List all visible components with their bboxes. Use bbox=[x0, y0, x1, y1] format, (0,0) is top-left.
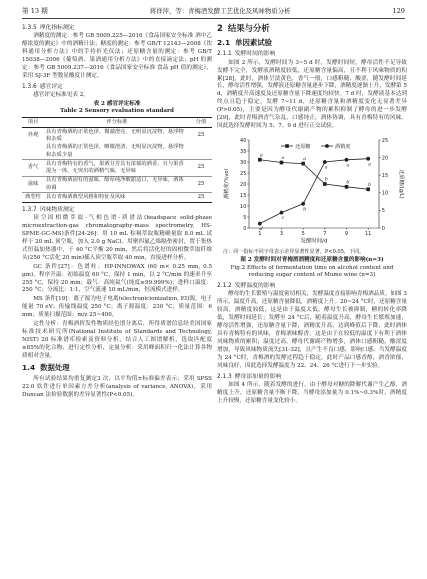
table-row bbox=[22, 176, 212, 192]
section-number: 2.1.1 bbox=[217, 51, 232, 58]
paragraph: 所有试验结果均重复测定3 次，以平均值±标准偏差表示；采用 SPSS 22.0 软件进行单因素方差分析(analysis of variance, ANOVA)，采用 Duncan 法检验数据的差异显著性(P<0.05)。 bbox=[22, 375, 212, 398]
paragraph: 定性分析：青梅酒挥发性物质经色谱分离后，所得质谱信息经美国国家标准技术研究所(National Institute of Standards and Technology, NIST) 20 标准谱库检索及资料分析，结合人工图谱解析，选取匹配度≥85%的化合物，进行定性分析，定量分析：采用峰面积归一化法计算各物质相对含量。 bbox=[22, 320, 212, 359]
significance-label: b bbox=[324, 177, 328, 183]
paragraph: MS 条件[19]：离子源为电子电离(electronicionization, EI)源，电子能量 70 eV；传输线温度 250 °C；离子源温度：230 °C；质量范围：6 mm；质量扫描范围：m/z 25~400。 bbox=[22, 296, 212, 319]
table-cell: 滋味 bbox=[22, 176, 44, 192]
significance-label: b bbox=[368, 182, 372, 188]
data-point-square bbox=[323, 182, 327, 186]
significance-label: a bbox=[368, 162, 371, 168]
significance-label: b bbox=[346, 180, 350, 186]
header-title: 蒋祥萍，等：青梅酒发酵工艺优化及风味物质分析 bbox=[149, 6, 291, 15]
table-caption-en: Table 2 Sensory evaluation standard bbox=[60, 108, 174, 115]
table-header-cell: 项目 bbox=[22, 117, 44, 128]
paragraph: 如图 2 所示，发酵时间为 3~5 d 时，发酵时间短，酵母活性不足导致发酵不完全，发酵液酒精度较低，还原糖含量偏高，且不利于风味物质的积累[28]，此时，酒体呈淡黄色，香气一般，口感粗糙、酸涩，随发酵时间延长，酵母活性增强，发酵液还原糖含量逐步下降，酒精度逐渐上升，发酵第 5 d，酒精度升高速度及还原糖含量下降速度均较快。7 d 时，发酵液基本达到终点且趋于稳定，发酵 7~11 d，还原糖含量和酒精度变化无显著差异(P>0.05)，主要是因为酵母代谢副产物的累积抑制了酵母的进一步发酵[29]，此时青梅酒香气杂乱，口感纯正，酒体协调，具有青梅特有的风味。因此选择发酵时间为 5、7、9 d 进行正交试验。 bbox=[217, 59, 407, 130]
legend-marker-circle bbox=[325, 144, 329, 148]
header-rule bbox=[22, 18, 405, 19]
table-cell: 25 bbox=[197, 132, 205, 139]
paragraph: 酒精度的测定：参考 GB 5009.225—2016《食品国家安全标准 酒中乙醇浓度的测定》中的酒精计法；糖度的测定：参考 GB/T 12143—2008《饮料通用分析方法》中的手持折光仪法；还原糖含量的测定：参考 GB/T 15038—2006《葡萄酒、果酒通用分析方法》中的直接滴定法；pH 的测定：参考 GB 5009.237—2016《食品国家安全标准 食品 pH 值的测定》，采用 SJ-3F 型数显酸度计测定。 bbox=[22, 33, 212, 79]
figure-caption-cn: 图 2 发酵时间对青梅酒酒精度和还原糖含量的影响(n=3) bbox=[240, 257, 384, 264]
figure-note: 注：同一指标不同字母表示差异显著性显著，P<0.05，下同。 bbox=[223, 249, 365, 256]
section-number: 2 bbox=[217, 23, 223, 33]
section-heading bbox=[217, 282, 407, 290]
paragraph: 酵母的生长繁殖与温度密切相关，发酵温度直接影响青梅酒品质。如图 3 所示，温度升高，还原糖含量降低，酒精度上升。20~24 °C时，还原糖含量较高，酒精度较低，这是由于温度太低，酵母生长被抑制，糖的转化率降低，发酵时间延长；发酵至 24 °C后，随着温度升高，酵母生长繁殖加速，酵母活性增强，还原糖含量下降，酒精度升高，达到峰值后下降，此时酒体具有青梅特有的风味，青梅酒味醇香，这是由于在较低的温度下有利于酒体风味物质的累积；温度过高，酵母代谢副产物增多，酒体口感粗糙，酸涩度增加，导致风味物质流失[31-32]，且产生不良口感，影响口感。当发酵温度为 24 °C时，青梅酒的发酵过程趋于稳定，此时产品口感香醇，酒香浓郁，风味良好，因此选择发酵温度为 22、24、26 °C进行下一步实验。 bbox=[217, 291, 407, 369]
legend-label: 酒精度 bbox=[335, 143, 351, 150]
running-header bbox=[22, 6, 405, 17]
x-tick-label: 7 bbox=[323, 231, 327, 238]
x-axis-label: 发酵时间/d bbox=[300, 238, 328, 245]
section-heading bbox=[217, 373, 407, 381]
left-column bbox=[22, 22, 212, 574]
significance-label: c bbox=[281, 216, 285, 222]
table-cell bbox=[22, 144, 44, 160]
series-line-reducing-sugar bbox=[260, 160, 368, 190]
right-column bbox=[217, 22, 407, 574]
data-point-circle bbox=[280, 211, 284, 215]
line-chart bbox=[217, 132, 407, 248]
paragraph: GC 条件[27]：色谱柱：HP-INNOWAX (60 m× 0.25 mm, 0.5 μm)，程序升温：初始温度 60 °C，保持 1 min，以 2 °C/min 的速率升至 255 °C，保持 20 min；载气：高纯氦气(纯度≥99.999%)；进样口温度：250 °C；分流比：1:1，空气流速 10 mL/min，恒流模式进样。 bbox=[22, 263, 212, 294]
section-heading bbox=[22, 206, 212, 214]
table-cell: 具有青梅酒固有的滋味，醇厚纯净酸甜适口，无异味，酒体协调 bbox=[44, 176, 190, 192]
data-point-square bbox=[258, 158, 262, 162]
legend-label: 还原糖 bbox=[295, 143, 311, 150]
y-tick-label-right: 20 bbox=[381, 155, 389, 162]
table-header-cell: 评分标准 bbox=[44, 117, 190, 128]
y-tick-label-left: 30 bbox=[240, 159, 247, 166]
section-heading bbox=[217, 23, 407, 35]
y-tick-label-right: 10 bbox=[381, 190, 389, 197]
data-point-circle bbox=[366, 157, 370, 161]
y-tick-label-right: 15 bbox=[381, 173, 389, 180]
y-tick-label-right: 0 bbox=[381, 225, 385, 232]
table-row bbox=[22, 128, 212, 144]
section-number: 2.1.3 bbox=[217, 373, 232, 380]
table-cell: 具有青梅酒典型风格和特征及风味 bbox=[44, 193, 190, 203]
y-tick-label-left: 40 bbox=[240, 137, 247, 144]
paragraph: 顶空固相微萃取-气相色谱-质谱法(headspace solid-phase microextraction-gas chromatography-mass spectrometry, HS-SPME-GC-MS)条件[24-26]：用 10 mL 棕褐萃取瓶精确量取 8.0 mL 试样于 20 mL 顶空瓶，加入 2.0 g NaCl，用聚四氟乙烯隔垫密封，置于集热式恒温加热器中，于 40 °C平衡 20 min，然后将活化好的固相微萃取纤维头(250 °C活化 20 min)插入顶空瓶萃取 40 min，直接进样分析。 bbox=[22, 215, 212, 261]
section-number: 1.3.6 bbox=[22, 83, 37, 90]
data-point-square bbox=[280, 161, 284, 165]
x-tick-label: 1 bbox=[258, 231, 262, 238]
y-tick-label-left: 0 bbox=[243, 225, 247, 232]
significance-label: a bbox=[259, 153, 263, 159]
section-heading bbox=[22, 83, 212, 91]
header-page-number: 129 bbox=[392, 6, 405, 15]
section-title: 发酵时间的影响 bbox=[234, 51, 276, 58]
figure-caption-en: Fig.2 Effects of fermentation time on alcohol content and bbox=[230, 264, 394, 271]
y-tick-label-right: 25 bbox=[381, 137, 389, 144]
x-tick-label: 3 bbox=[279, 231, 284, 238]
significance-label: a bbox=[346, 163, 350, 169]
significance-label: b bbox=[303, 207, 307, 213]
section-number: 1.4 bbox=[22, 363, 36, 373]
data-point-circle bbox=[258, 222, 262, 226]
data-point-circle bbox=[345, 158, 349, 162]
section-number: 1.3.7 bbox=[22, 206, 37, 213]
y-axis-label-right: 还原糖/(g/L) bbox=[398, 169, 404, 199]
x-tick-label: 5 bbox=[301, 231, 305, 238]
section-number: 2.1.2 bbox=[217, 282, 232, 289]
section-title: 发酵温度的影响 bbox=[234, 282, 276, 289]
data-point-square bbox=[366, 188, 370, 192]
section-title: 理化指标测定 bbox=[39, 25, 75, 31]
section-heading bbox=[22, 363, 212, 374]
y-tick-label-left: 25 bbox=[240, 170, 247, 177]
y-tick-label-left: 15 bbox=[240, 192, 247, 199]
x-tick-label: 9 bbox=[344, 231, 349, 238]
table-header-cell: 分值 bbox=[190, 117, 212, 128]
series-line-alcohol bbox=[260, 159, 368, 224]
table-cell bbox=[190, 144, 212, 160]
data-point-circle bbox=[301, 202, 305, 206]
section-number: 2.1 bbox=[217, 37, 231, 47]
significance-label: a bbox=[281, 156, 285, 162]
section-number: 1.3.5 bbox=[22, 25, 37, 31]
table-cell: 具有青梅酒的正常色泽，微澈澄亮，无明显沉淀物，悬浮物和杂质 bbox=[46, 129, 184, 143]
table-row bbox=[22, 193, 212, 203]
x-tick-label: 11 bbox=[364, 231, 372, 238]
data-point-square bbox=[301, 162, 305, 166]
significance-label: a bbox=[303, 157, 306, 163]
figure-caption-en: reducing sugar content of Mume wine (n=3) bbox=[248, 272, 376, 279]
table-caption-cn: 表 2 感官评定标准 bbox=[93, 100, 141, 107]
section-heading bbox=[22, 24, 212, 32]
table-cell: 香气 bbox=[22, 160, 44, 176]
table-cell: 25 bbox=[190, 193, 212, 203]
y-tick-label-left: 35 bbox=[240, 148, 247, 155]
table-row bbox=[22, 160, 212, 176]
figure-fermentation-time bbox=[217, 132, 407, 280]
paragraph: 如图 4 所示，随着发酵的进行，由于酵母对糖的降解代谢产生乙醇，酒精度上升，还原糖含量不断下降，当酵母添加量为 0.1%~0.3%时，酒精度上升较慢，还原糖含量变化较小。 bbox=[217, 381, 407, 404]
table-row bbox=[22, 144, 212, 160]
paragraph: 感官评定标准见表 2。 bbox=[33, 92, 89, 99]
data-point-circle bbox=[323, 160, 327, 164]
sensory-standard-table bbox=[22, 117, 212, 203]
y-tick-label-left: 10 bbox=[240, 203, 247, 210]
y-tick-label-left: 20 bbox=[240, 181, 247, 188]
header-issue: 第 13 期 bbox=[22, 6, 48, 15]
table-header-row bbox=[22, 117, 212, 128]
y-tick-label-left: 5 bbox=[243, 214, 247, 221]
table-cell: 具有青梅特有的香气，果酒芬芳具有浓郁的酒香，且与果香混为一体，无突出的酒精气味，无异味 bbox=[44, 160, 190, 176]
section-title: 数据处理 bbox=[40, 363, 70, 373]
data-point-square bbox=[345, 185, 349, 189]
table-cell: 25 bbox=[190, 160, 212, 176]
section-title: 感官评定 bbox=[39, 83, 63, 90]
section-heading bbox=[217, 50, 407, 58]
section-title: 单因素试验 bbox=[235, 37, 273, 47]
y-axis-label-left: 酒精度/%vol bbox=[224, 169, 230, 200]
section-heading bbox=[217, 38, 407, 49]
table-cell: 典型性 bbox=[22, 193, 44, 203]
section-title: 风味物质测定 bbox=[39, 206, 75, 213]
table-cell: 25 bbox=[190, 176, 212, 192]
table-cell: 外观 bbox=[27, 132, 39, 139]
section-title: 酵母添加量的影响 bbox=[234, 373, 282, 380]
y-tick-label-right: 5 bbox=[381, 208, 385, 215]
significance-label: a bbox=[324, 165, 328, 171]
significance-label: d bbox=[259, 227, 263, 233]
section-title: 结果与分析 bbox=[227, 23, 270, 33]
table-cell: 具有青梅酒的正常色泽，略微澄清，无明显沉淀物，悬浮物和杂质少量 bbox=[46, 144, 184, 158]
legend-marker-square bbox=[285, 144, 289, 148]
